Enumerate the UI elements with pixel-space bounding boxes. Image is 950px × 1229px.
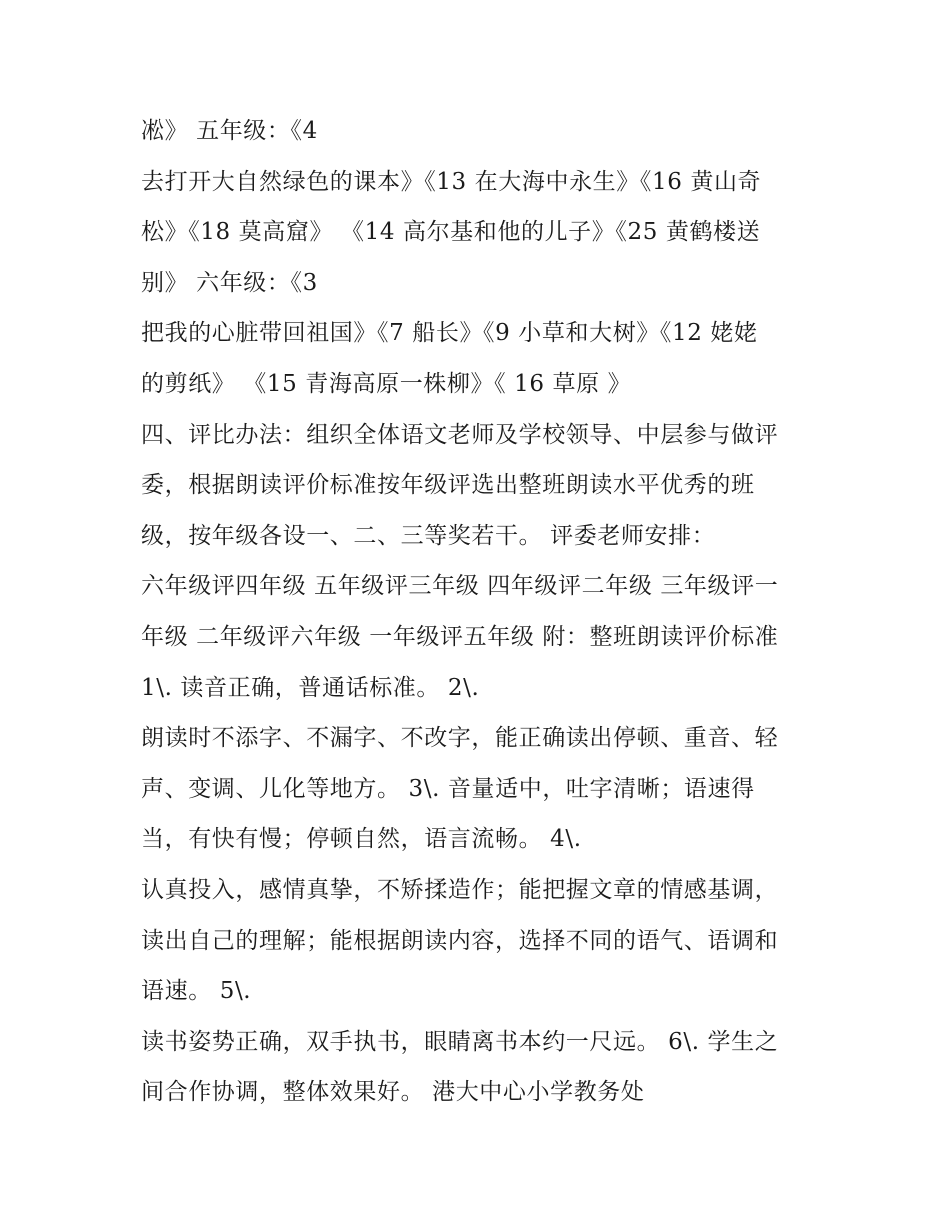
text-line: 把我的心脏带回祖国》《7 船长》《9 小草和大树》《12 姥姥 xyxy=(141,320,758,347)
text-line: 去打开大自然绿色的课本》《13 在大海中永生》《16 黄山奇 xyxy=(141,168,762,195)
text-line: 别》 六年级：《3 xyxy=(141,269,318,296)
text-line: 当，有快有慢；停顿自然，语言流畅。 4\. xyxy=(141,826,582,853)
text-line: 认真投入，感情真挚，不矫揉造作；能把握文章的情感基调， xyxy=(141,876,779,903)
text-line: 读出自己的理解；能根据朗读内容，选择不同的语气、语调和 xyxy=(141,927,779,954)
text-line: 凇》 五年级：《4 xyxy=(141,118,318,144)
text-line: 间合作协调，整体效果好。 港大中心小学教务处 xyxy=(141,1079,645,1106)
text-line: 六年级评四年级 五年级评三年级 四年级评二年级 三年级评一 xyxy=(141,573,779,600)
text-line: 四、评比办法：组织全体语文老师及学校领导、中层参与做评 xyxy=(141,421,779,448)
text-line: 的剪纸》 《15 青海高原一株柳》《 16 草原 》 xyxy=(141,370,632,397)
text-line: 松》《18 莫高窟》 《14 高尔基和他的儿子》《25 黄鹤楼送 xyxy=(141,219,761,246)
text-line: 读书姿势正确，双手执书，眼睛离书本约一尺远。 6\. 学生之 xyxy=(141,1028,779,1055)
text-line: 级，按年级各设一、二、三等奖若干。 评委老师安排： xyxy=(141,522,716,549)
text-line: 1\. 读音正确，普通话标准。 2\. xyxy=(141,674,480,701)
text-line: 朗读时不添字、不漏字、不改字，能正确读出停顿、重音、轻 xyxy=(141,725,779,752)
text-line: 语速。 5\. xyxy=(141,978,252,1005)
text-line: 委，根据朗读评价标准按年级评选出整班朗读水平优秀的班 xyxy=(141,472,755,499)
text-line: 声、变调、儿化等地方。 3\. 音量适中，吐字清晰；语速得 xyxy=(141,775,755,802)
document-body xyxy=(141,106,821,1118)
text-line: 年级 二年级评六年级 一年级评五年级 附：整班朗读评价标准 xyxy=(141,623,779,650)
